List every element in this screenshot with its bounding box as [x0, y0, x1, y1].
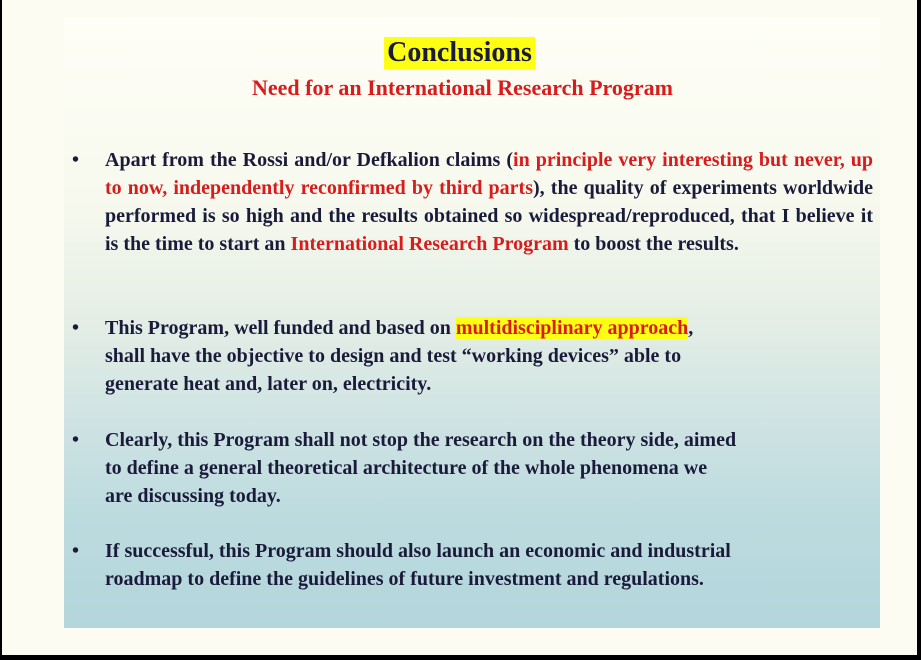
- bullet-1-segment-5: to boost the results.: [568, 233, 739, 255]
- bullet-2-line-2: shall have the objective to design and test “working devices” able to: [105, 345, 682, 367]
- bullet-2-segment-3: ,: [688, 317, 694, 339]
- bullet-2-segment-1: This Program, well funded and based on: [105, 317, 456, 339]
- title-container: [2, 37, 917, 69]
- presentation-slide: [2, 0, 917, 655]
- bullet-marker: •: [72, 317, 80, 339]
- bullet-1-segment-1: Apart from the Rossi and/or Defkalion claims (: [105, 149, 514, 171]
- bullet-2-text: [105, 314, 873, 398]
- bullet-3-line-1: Clearly, this Program shall not stop the research on the theory side, aimed: [105, 429, 737, 451]
- bullet-2-line-3: generate heat and, later on, electricity.: [105, 373, 432, 395]
- bullet-4-line-1: If successful, this Program should also launch an economic and industrial: [105, 540, 731, 562]
- bullet-3-line-2: to define a general theoretical architecture of the whole phenomena we: [105, 457, 708, 479]
- bullet-3-text: [105, 426, 873, 510]
- bullet-1-text: [105, 146, 873, 258]
- bullet-1-segment-4: International Research Program: [290, 233, 569, 255]
- bullet-2-line-1: [105, 314, 873, 342]
- bullet-marker: •: [72, 540, 80, 562]
- slide-subtitle: Need for an International Research Program: [252, 75, 673, 100]
- slide-title: Conclusions: [384, 37, 535, 69]
- bullet-1-segment-2: in principle very interesting but never, up to now, independently reconfirmed by third parts: [105, 149, 874, 199]
- bullet-4-line-2: roadmap to define the guidelines of future investment and regulations.: [105, 568, 704, 590]
- bullet-marker: •: [72, 429, 80, 451]
- bullet-marker: •: [72, 149, 80, 171]
- bullet-2-highlight: multidisciplinary approach: [455, 317, 689, 339]
- bullet-4-text: [105, 537, 873, 593]
- bullet-3-line-3: are discussing today.: [105, 485, 281, 507]
- bullet-1-segment-3: ), the quality of experiments worldwide performed is so high and the results obtained so widespread/reproduced, that I believe it is the time to start an: [105, 177, 873, 255]
